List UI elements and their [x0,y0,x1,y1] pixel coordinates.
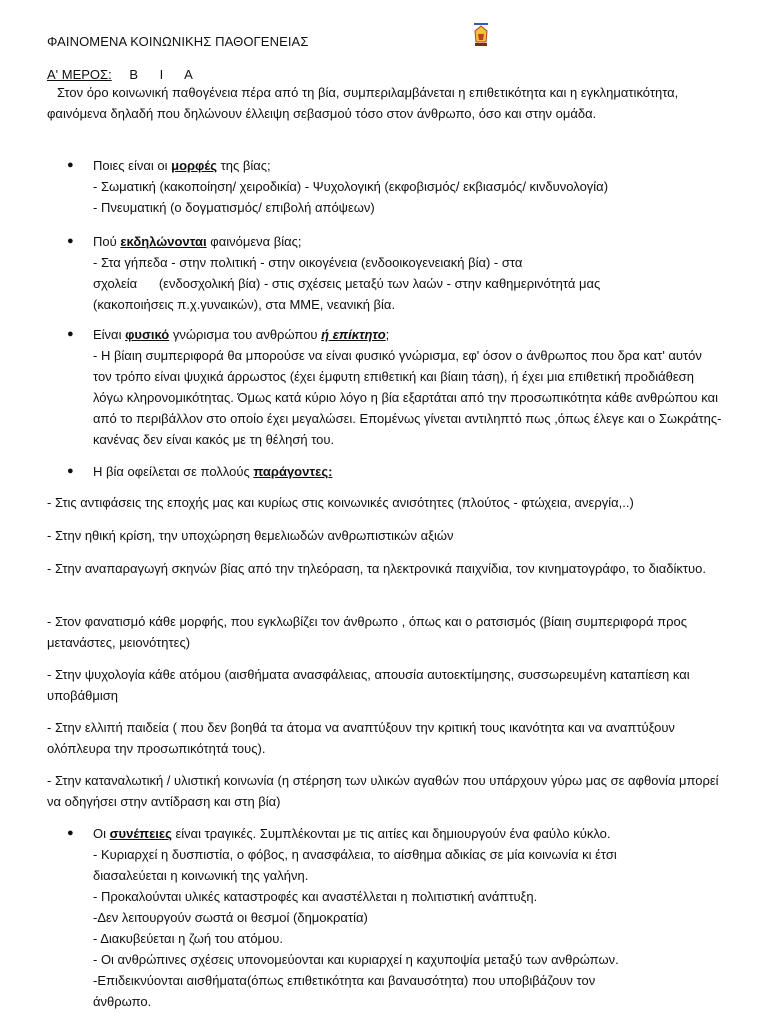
bullet-consequences [67,823,723,1012]
cause-item: - Στην ελλιπή παιδεία ( που δεν βοηθά τα άτομα να αναπτύξουν την κριτική τους ικανότητα και να αναπτύξουν ολόπλευρα την προσωπικότητά τους). [47,720,675,756]
cause-item: - Στην ψυχολογία κάθε ατόμου (αισθήματα ανασφάλειας, απουσία αυτοεκτίμησης, συσσωρευμένη καταπίεση και υποβάθμιση [47,667,690,703]
bullet-dot-icon: ● [67,827,74,839]
cause-item: - Στην ηθική κρίση, την υποχώρηση θεμελιωδών ανθρωπιστικών αξιών [47,528,454,543]
bullet-nature [67,324,723,450]
bullet-where-line: (κακοποιήσεις π.χ.γυναικών), στα ΜΜΕ, νεανική βία. [93,297,396,312]
bullet-forms-line: - Πνευματική (ο δογματισμός/ επιβολή απόψεων) [93,200,375,215]
cause-item: - Στην αναπαραγωγή σκηνών βίας από την τηλεόραση, τα ηλεκτρονικά παιχνίδια, τον κινηματογράφο, το διαδίκτυο. [47,561,706,576]
bullet-nature-question: Είναι φυσικό γνώρισμα του ανθρώπου ή επίκτητο; [93,327,390,342]
consequence-line: - Κυριαρχεί η δυσπιστία, ο φόβος, η ανασφάλεια, το αίσθημα αδικίας σε μία κοινωνία κι έτσι [93,847,617,862]
bullet-forms-question: Ποιες είναι οι μορφές της βίας; [93,158,271,173]
bullet-dot-icon: ● [67,235,74,247]
cause-item: - Στον φανατισμό κάθε μορφής, που εγκλωβίζει τον άνθρωπο , όπως και ο ρατσισμός (βίαιη συμπεριφορά προς μετανάστες, μειονότητες) [47,614,687,650]
cause-item: - Στην καταναλωτική / υλιστική κοινωνία (η στέρηση των υλικών αγαθών που υπάρχουν γύρω μας σε αφθονία μπορεί να οδηγήσει στην αντίδραση και στη βία) [47,773,719,809]
bullet-where-line: - Στα γήπεδα - στην πολιτική - στην οικογένεια (ενδοοικογενειακή βία) - στα [93,255,523,270]
bullet-dot-icon: ● [67,159,74,171]
bullet-factors-question: Η βία οφείλεται σε πολλούς παράγοντες: [93,464,333,479]
bullet-consequences-question: Οι συνέπειες είναι τραγικές. Συμπλέκονται με τις αιτίες και δημιουργούν ένα φαύλο κύκλο. [93,826,611,841]
consequence-line: - Διακυβεύεται η ζωή του ατόμου. [93,931,283,946]
part-heading [47,67,202,82]
part-topic: Β Ι Α [129,67,202,82]
bullet-forms [67,155,723,218]
consequence-line: -Επιδεικνύονται αισθήματα(όπως επιθετικότητα και βαναυσότητα) που υποβιβάζουν τον [93,973,596,988]
page-title: ΦΑΙΝΟΜΕΝΑ ΚΟΙΝΩΝΙΚΗΣ ΠΑΘΟΓΕΝΕΙΑΣ [47,34,309,49]
consequence-line: - Οι ανθρώπινες σχέσεις υπονομεύονται και κυριαρχεί η καχυποψία μεταξύ των ανθρώπων. [93,952,619,967]
cause-item: - Στις αντιφάσεις της εποχής μας και κυρίως στις κοινωνικές ανισότητες (πλούτος - φτώχεια, ανεργία,..) [47,495,634,510]
school-emblem-icon [470,22,492,48]
bullet-factors [67,461,723,482]
bullet-dot-icon: ● [67,465,74,477]
consequence-line: άνθρωπο. [93,994,152,1009]
bullet-dot-icon: ● [67,328,74,340]
bullet-forms-line: - Σωματική (κακοποίηση/ χειροδικία) - Ψυχολογική (εκφοβισμός/ εκβιασμός/ κινδυνολογία) [93,179,609,194]
consequence-line: - Προκαλούνται υλικές καταστροφές και αναστέλλεται η πολιτιστική ανάπτυξη. [93,889,538,904]
consequence-line: -Δεν λειτουργούν σωστά οι θεσμοί (δημοκρατία) [93,910,368,925]
bullet-where [67,231,723,315]
bullet-where-line: σχολεία (ενδοσχολική βία) - στις σχέσεις μεταξύ των λαών - στην καθημερινότητά μας [93,276,601,291]
consequence-line: διασαλεύεται η κοινωνική της γαλήνη. [93,868,309,883]
bullet-where-question: Πού εκδηλώνονται φαινόμενα βίας; [93,234,302,249]
part-label: Α' ΜΕΡΟΣ: [47,67,112,82]
bullet-nature-text: - Η βίαιη συμπεριφορά θα μπορούσε να είναι φυσικό γνώρισμα, εφ' όσον ο άνθρωπος που δρα κατ' αυτόν τον τρόπο είναι ψυχικά άρρωστος (έχει έμφυτη επιθετική και βίαιη τάση), ή έχει μια επιθετική προδιάθεση λόγω κληρονομικότητας. Όμως κατά κύριο λόγο η βία εξαρτάται από την προσωπικότητα κάθε ανθρώπου και από το περιβάλλον στο οποίο έχει μεγαλώσει. Επομένως γίνεται αντιληπτό πως ,όπως έλεγε και ο Σωκράτης- κανένας δεν είναι κακός με τη θέλησή του. [93,348,722,447]
intro-paragraph: Στον όρο κοινωνική παθογένεια πέρα από τη βία, συμπεριλαμβάνεται η επιθετικότητα και η εγκληματικότητα, φαινόμενα δηλαδή που δηλώνουν έλλειψη σεβασμού τόσο στον άνθρωπο, όσο και στην ομάδα. [47,85,679,121]
